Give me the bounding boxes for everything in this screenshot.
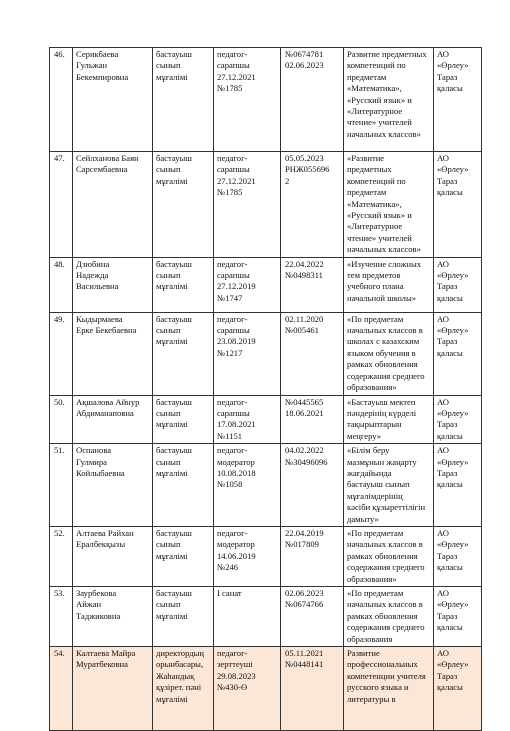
teacher-name-text: Серикбаева Гульжан Бекемпировна (76, 49, 129, 82)
organization-cell-text: АО «Өрлеу» Тараз қаласы (437, 153, 469, 198)
table-row (50, 312, 482, 395)
teacher-name (73, 444, 153, 527)
category-cell (214, 152, 281, 258)
certificate-cell-text: 02.06.2023 №0674766 (285, 588, 324, 610)
teacher-name (73, 48, 153, 152)
course-cell (344, 647, 434, 731)
teacher-name (73, 587, 153, 647)
category-cell (214, 257, 281, 312)
organization-cell-text: АО «Өрлеу» Тараз қаласы (437, 588, 469, 633)
organization-cell-text: АО «Өрлеу» Тараз қаласы (437, 396, 469, 441)
certificate-cell (281, 647, 344, 731)
row-number-text: 46. (54, 49, 65, 59)
teacher-name (73, 526, 153, 586)
organization-cell (434, 647, 482, 731)
course-cell (344, 587, 434, 647)
teacher-name (73, 395, 153, 444)
certificate-cell (281, 48, 344, 152)
teacher-name-text: Оспанова Гулмира Койлыбаевна (76, 445, 125, 478)
position-cell (153, 395, 214, 444)
category-cell (214, 526, 281, 586)
teacher-name-text: Сейлханова Баян Сарсембаевна (76, 153, 139, 175)
organization-cell-text: АО «Өрлеу» Тараз қаласы (437, 313, 469, 358)
position-cell-text: бастауыш сынып мұғалімі (156, 153, 192, 186)
table-row (50, 587, 482, 647)
position-cell (153, 48, 214, 152)
certificate-cell-text: 02.11.2020 №005461 (285, 313, 324, 336)
certificate-cell (281, 152, 344, 258)
position-cell (153, 257, 214, 312)
organization-cell (434, 257, 482, 312)
position-cell (153, 312, 214, 395)
course-cell-text: Развитие предметных компетенций по предметам «Математика», «Русский язык» и «Литературное чтение» учителей начальных классов» (347, 49, 427, 139)
teacher-name (73, 647, 153, 731)
position-cell (153, 526, 214, 586)
category-cell-text: педагог- сарапшы 17.08.2021 №1151 (217, 396, 256, 441)
certificate-cell-text: 22.04.2019 №017809 (285, 527, 324, 550)
organization-cell (434, 395, 482, 444)
course-cell (344, 257, 434, 312)
course-cell-text: «По предметам начальных классов в рамках обновления содержания среднего образования (347, 588, 425, 644)
position-cell-text: бастауыш сынып мұғалімі (156, 49, 192, 82)
certificate-cell-text: 05.05.2023 РНЖ055696 2 (285, 153, 330, 186)
category-cell (214, 587, 281, 647)
certificate-cell-text: №0674781 02.06.2023 (285, 49, 324, 71)
course-cell-text: «По предметам начальных классов в рамках обновления содержания среднего образования» (347, 527, 425, 584)
position-cell (153, 587, 214, 647)
organization-cell-text: АО «Өрлеу» Тараз қаласы (437, 258, 469, 303)
category-cell (214, 647, 281, 731)
course-cell (344, 48, 434, 152)
organization-cell (434, 444, 482, 527)
row-number-text: 52. (54, 527, 65, 538)
row-number (50, 257, 73, 312)
table-row (50, 48, 482, 152)
row-number (50, 587, 73, 647)
organization-cell (434, 587, 482, 647)
row-number (50, 395, 73, 444)
course-cell-text: «По предметам начальных классов в школах с казахским языком обучения в рамках обновления содержания среднего образования» (347, 313, 425, 393)
course-cell (344, 444, 434, 527)
teacher-name-text: Алтаева Райхан Ералбекқызы (76, 527, 134, 550)
certificate-cell-text: №0445565 18.06.2021 (285, 396, 324, 418)
category-cell-text: педагог- сарапшы 27.12.2021 №1785 (217, 153, 256, 198)
category-cell-text: педагог- модератор 14.06.2019 №246 (217, 527, 256, 573)
category-cell-text: I санат (217, 588, 242, 598)
course-cell (344, 152, 434, 258)
row-number-text: 47. (54, 153, 65, 163)
teacher-name-text: Заурбекова Айжан Таджиковна (76, 588, 121, 621)
row-number-text: 54. (54, 648, 65, 659)
certificate-cell (281, 312, 344, 395)
certificate-cell (281, 257, 344, 312)
certificate-cell-text: 04.02.2022 №30496096 (285, 445, 328, 467)
certificate-cell (281, 526, 344, 586)
row-number (50, 48, 73, 152)
category-cell (214, 444, 281, 527)
course-cell (344, 395, 434, 444)
position-cell-text: бастауыш сынып мұғалімі (156, 258, 192, 292)
table-row (50, 395, 482, 444)
row-number (50, 152, 73, 258)
position-cell (153, 647, 214, 731)
position-cell (153, 444, 214, 527)
position-cell-text: бастауыш сынып мұғалімі (156, 588, 192, 621)
table-row (50, 257, 482, 312)
teacher-name-text: Кыдырмаева Ерке Бекебаевна (76, 313, 137, 336)
table-body (50, 48, 482, 731)
organization-cell-text: АО «Өрлеу» Тараз қаласы (437, 648, 469, 693)
course-cell-text: «Білім беру мазмұнын жаңарту жағдайында бастауыш сынып мұғалімдерінің кәсіби құзыреттілігін дамыту» (347, 445, 426, 524)
row-number-text: 49. (54, 313, 65, 324)
row-number (50, 444, 73, 527)
category-cell-text: педагог- сарапшы 27.12.2021 №1785 (217, 49, 256, 94)
organization-cell-text: АО «Өрлеу» Тараз қаласы (437, 49, 469, 94)
organization-cell (434, 312, 482, 395)
certificate-cell (281, 444, 344, 527)
organization-cell (434, 48, 482, 152)
row-number-text: 51. (54, 445, 65, 456)
teachers-table (49, 47, 482, 731)
teacher-name-text: Дзюбина Надежда Васильевна (76, 258, 119, 292)
category-cell-text: педагог- модератор 10.08.2018 №1058 (217, 445, 256, 490)
position-cell-text: бастауыш сынып мұғалімі (156, 313, 192, 347)
table-row (50, 444, 482, 527)
certificate-cell (281, 395, 344, 444)
course-cell (344, 526, 434, 586)
certificate-cell-text: 22.04.2022 №0498311 (285, 258, 324, 281)
organization-cell (434, 152, 482, 258)
course-cell-text: «Развитие предметных компетенций по предметам «Математика», «Русский язык» и «Литературное чтение» учителей начальных классов» (347, 153, 421, 255)
course-cell-text: «Бастауыш мектеп пәндерінің күрделі тақырыптарын меңгеру» (347, 396, 417, 441)
teacher-name (73, 257, 153, 312)
category-cell-text: педагог- сарапшы 23.08.2019 №1217 (217, 313, 256, 358)
row-number-text: 50. (54, 396, 65, 407)
organization-cell-text: АО «Өрлеу» Тараз қаласы (437, 445, 469, 490)
organization-cell (434, 526, 482, 586)
category-cell (214, 48, 281, 152)
category-cell (214, 312, 281, 395)
category-cell-text: педагог- зерттеуші 29.08.2023 №430-Ө (217, 648, 256, 693)
row-number (50, 647, 73, 731)
row-number-text: 53. (54, 588, 65, 598)
row-number-text: 48. (54, 258, 65, 269)
organization-cell-text: АО «Өрлеу» Тараз қаласы (437, 527, 469, 573)
position-cell-text: бастауыш сынып мұғалімі (156, 445, 192, 478)
teacher-name-text: Калтаева Майра Муратбековна (76, 648, 136, 670)
position-cell-text: бастауыш сынып мұғалімі (156, 527, 192, 561)
position-cell (153, 152, 214, 258)
teacher-name (73, 312, 153, 395)
table-row (50, 152, 482, 258)
teacher-name-text: Ақшалова Айнур Абдиманаповна (76, 396, 140, 418)
certificate-cell-text: 05.11.2021 №0448141 (285, 648, 324, 670)
course-cell-text: «Изучение сложных тем предметов учебного плана начальной школы» (347, 258, 422, 303)
teacher-name (73, 152, 153, 258)
table-row (50, 647, 482, 731)
position-cell-text: директордың орынбасары, Жаһандық құзірет. пәні мұғалімі (156, 648, 205, 704)
position-cell-text: бастауыш сынып мұғалімі (156, 396, 192, 430)
course-cell-text: Развитие профессиональных компетенции учителя русского языка и литературы в (347, 648, 426, 704)
row-number (50, 526, 73, 586)
category-cell-text: педагог- сарапшы 27.12.2019 №1747 (217, 258, 256, 303)
table-row (50, 526, 482, 586)
row-number (50, 312, 73, 395)
certificate-cell (281, 587, 344, 647)
category-cell (214, 395, 281, 444)
course-cell (344, 312, 434, 395)
